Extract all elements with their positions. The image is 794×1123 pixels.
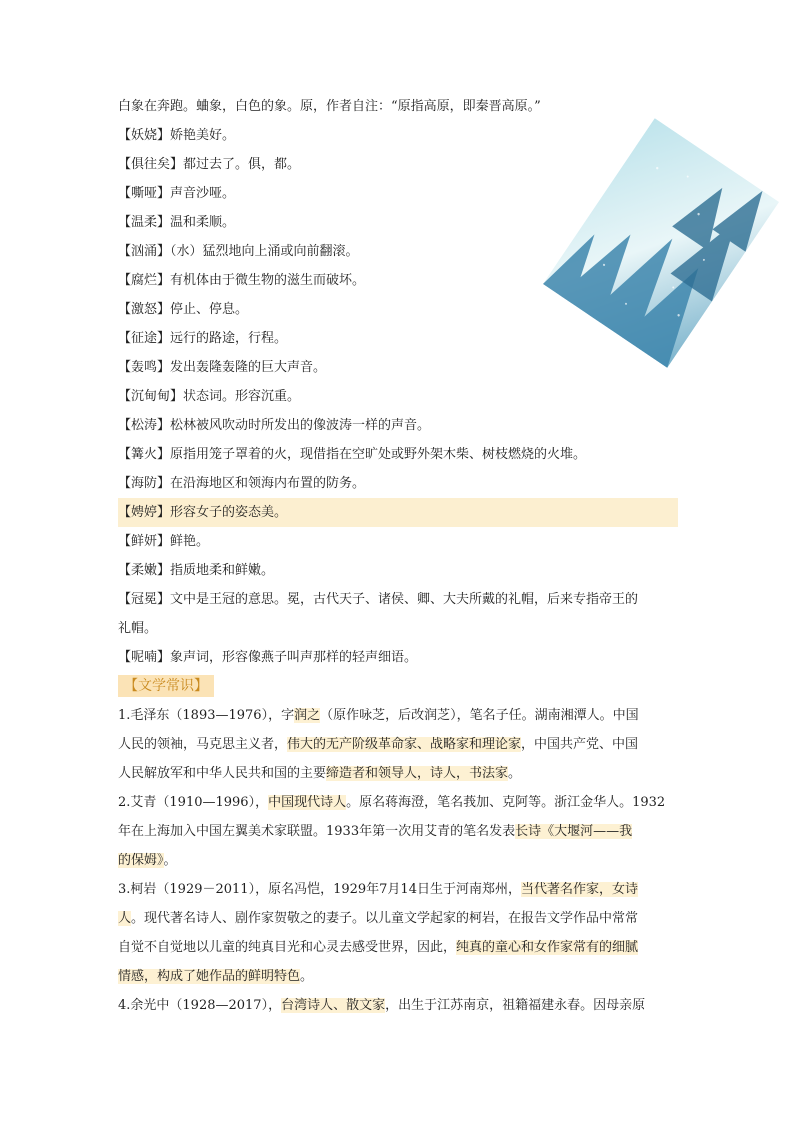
vocab-line: 【柔嫩】指质地柔和鲜嫩。 [118,563,275,578]
vocab-line: 【征途】远行的路途，行程。 [118,331,288,346]
vocab-line: 【冠冕】文中是王冠的意思。冕，古代天子、诸侯、卿、大夫所戴的礼帽，后来专指帝王的 [118,592,639,607]
literature-line [118,933,678,962]
text-segment: 人民解放军和中华人民共和国的主要 [118,766,327,781]
literature-line [118,875,678,904]
text-segment: 。现代著名诗人、剧作家贺敬之的妻子。以儿童文学起家的柯岩，在报告文学作品中常常 [131,911,639,926]
text-segment: 3.柯岩（1929－2011），原名冯恺，1929年7月14日生于河南郑州， [118,882,521,897]
vocab-line: 【篝火】原指用笼子罩着的火，现借指在空旷处或野外架木柴、树枝燃烧的火堆。 [118,447,587,462]
text-segment: 。 [508,766,522,781]
vocab-line: 【沉甸甸】状态词。形容沉重。 [118,389,301,404]
vocab-line: 【呢喃】象声词，形容像燕子叫声那样的轻声细语。 [118,650,418,665]
vocab-line: 【海防】在沿海地区和领海内布置的防务。 [118,476,366,491]
literature-line [118,701,678,730]
vocab-line: 白象在奔跑。蛐象，白色的象。原，作者自注：“原指高原，即秦晋高原。” [118,99,541,114]
text-segment: 。 [163,853,177,868]
text-segment: 。 [300,969,314,984]
highlighted-text: 中国现代诗人 [268,795,347,810]
text-segment: 年在上海加入中国左翼美术家联盟。1933年第一次用艾青的笔名发表 [118,824,516,839]
literature-line [118,788,678,817]
text-segment: （原作咏芝，后改润芝），笔名子任。湖南湘潭人。中国 [320,708,639,723]
vocabulary-list [118,92,678,672]
vocab-line: 【俱往矣】都过去了。俱，都。 [118,157,301,172]
text-segment: ，出生于江苏南京，祖籍福建永春。因母亲原 [385,998,646,1013]
highlighted-text: 缔造者和领导人，诗人，书法家 [326,766,509,781]
section-title-row [118,672,678,701]
vocab-line: 【鲜妍】鲜艳。 [118,534,210,549]
highlighted-text: 当代著名作家，女诗 [520,882,638,897]
highlighted-text: 情感，构成了她作品的鲜明特色 [118,969,301,984]
text-segment: 1.毛泽东（1893—1976），字 [118,708,295,723]
highlighted-text: 长诗《大堰河——我 [515,824,633,839]
highlighted-text: 台湾诗人、散文家 [281,998,386,1013]
highlighted-text: 人 [118,911,132,926]
text-segment: 4.余光中（1928—2017）， [118,998,282,1013]
vocab-line: 【松涛】松林被风吹动时所发出的像波涛一样的声音。 [118,418,431,433]
vocab-line: 【腐烂】有机体由于微生物的滋生而破坏。 [118,273,366,288]
literature-list [118,701,678,1020]
literature-line [118,817,678,846]
section-title: 【文学常识】 [118,675,214,697]
text-segment: 人民的领袖，马克思主义者， [118,737,288,752]
literature-line [118,991,678,1020]
vocab-line: 【娉婷】形容女子的姿态美。 [118,498,678,527]
highlighted-text: 润之 [294,708,321,723]
highlighted-text: 纯真的童心和女作家常有的细腻 [456,940,639,955]
text-segment: 自觉不自觉地以儿童的纯真目光和心灵去感受世界，因此， [118,940,457,955]
highlighted-text: 的保姆》 [118,853,164,868]
highlighted-text: 伟大的无产阶级革命家、战略家和理论家 [287,737,522,752]
text-segment: 2.艾青（1910—1996）， [118,795,269,810]
vocab-line: 【汹涌】（水）猛烈地向上涌或向前翻滚。 [118,244,359,259]
vocab-line: 礼帽。 [118,621,158,636]
text-segment: 。原名蒋海澄，笔名莪加、克阿等。浙江金华人。1932 [346,795,666,810]
literature-line [118,846,678,875]
vocab-line: 【妖娆】娇艳美好。 [118,128,236,143]
text-segment: ，中国共产党、中国 [521,737,639,752]
literature-line [118,904,678,933]
literature-line [118,962,678,991]
vocab-line: 【嘶哑】声音沙哑。 [118,186,236,201]
vocab-line: 【轰鸣】发出轰隆轰隆的巨大声音。 [118,360,327,375]
literature-line [118,730,678,759]
literature-line [118,759,678,788]
vocab-line: 【温柔】温和柔顺。 [118,215,236,230]
vocab-line: 【激怒】停止、停息。 [118,302,249,317]
